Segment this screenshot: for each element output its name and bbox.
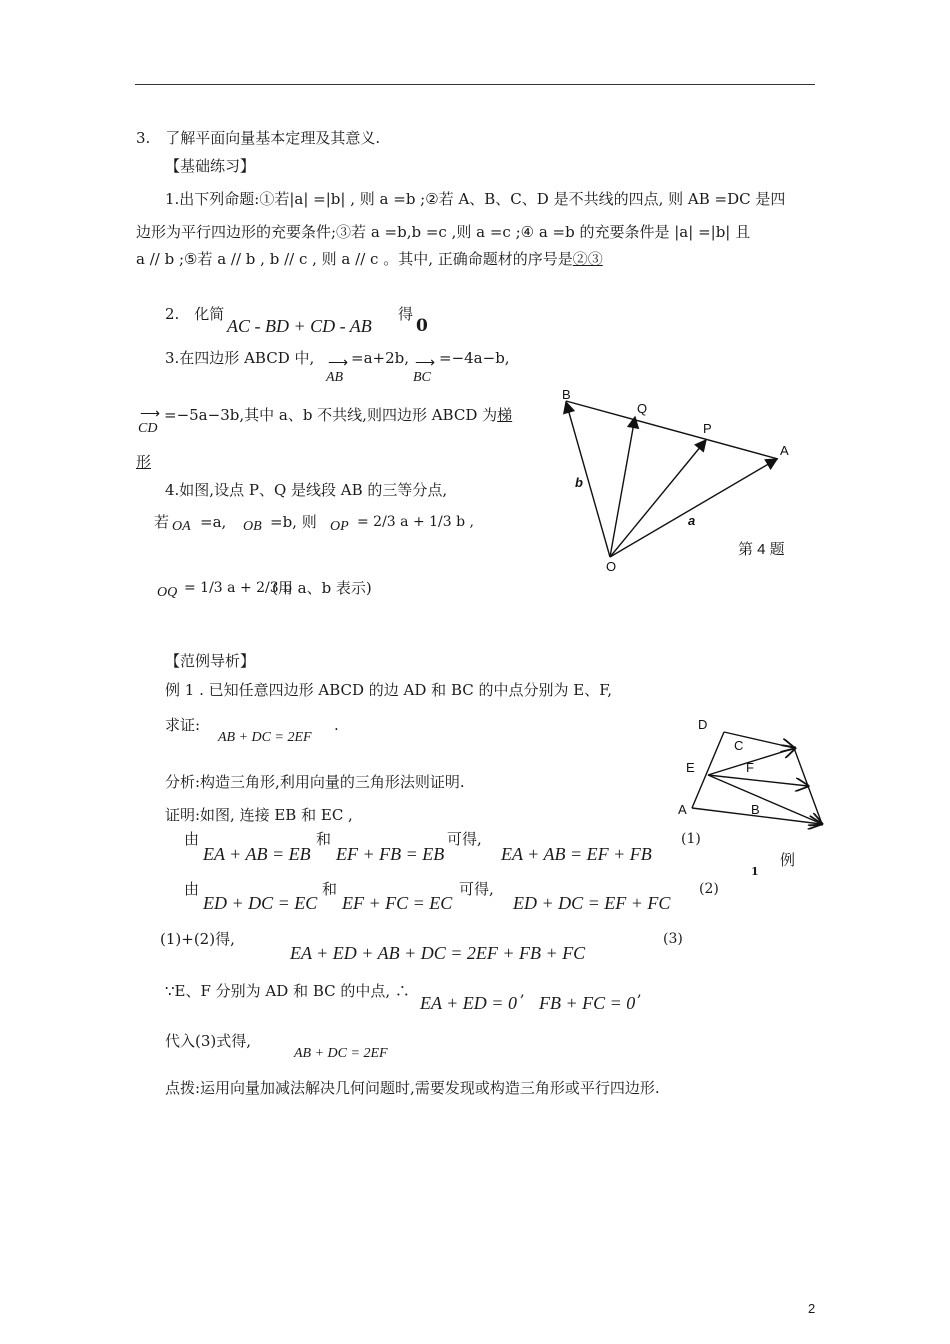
q1-line2: 边形为平行四边形的充要条件;③若 a =b,b =c ,则 a =c ;④ a =b 的充要条件是 |a| =|b| 且: [136, 223, 751, 241]
comma-2: ,: [637, 982, 642, 1000]
q4-oa: OA: [172, 519, 191, 534]
label-a-point: A: [780, 443, 789, 458]
ex1-prove-expression: AB + DC = 2EF: [218, 730, 312, 745]
ex1-sum-label: (1)+(2)得,: [160, 930, 235, 948]
ex1-statement: 例 1 . 已知任意四边形 ABCD 的边 AD 和 BC 的中点分别为 E、F,: [165, 681, 613, 699]
q3-answer-part2: 形: [136, 453, 152, 471]
q1-answer: ②③: [572, 250, 603, 268]
section-basic-heading: 【基础练习】: [165, 157, 256, 175]
ex1-kede1: 可得,: [447, 830, 482, 848]
page-number: 2: [808, 1301, 816, 1316]
q2-de: 得: [398, 305, 414, 323]
ex1-eq7: EA + ED + AB + DC = 2EF + FB + FC: [290, 943, 586, 963]
ex1-eq5: EF + FC = EC: [342, 893, 453, 913]
ex1-eq8: EA + ED = 0: [420, 993, 517, 1013]
figure-example-caption: 例: [780, 851, 796, 869]
q4-op: OP: [330, 519, 349, 534]
ex1-eq6: ED + DC = EF + FC: [513, 893, 671, 913]
label-b-vector: b: [575, 475, 583, 490]
label-b: B: [751, 802, 760, 817]
q4-ob: OB: [243, 519, 262, 534]
label-o-point: O: [606, 559, 617, 574]
vector-op: [610, 440, 706, 557]
label-a: A: [678, 802, 687, 817]
ex1-eq10: AB + DC = 2EF: [294, 1046, 388, 1061]
ex1-eq3: EA + AB = EF + FB: [501, 844, 652, 864]
q1-line3-text: a // b ;⑤若 a // b , b // c , 则 a // c 。其中, 正确命题材的序号是: [136, 250, 573, 268]
q4-oq-expression: = 1/3 a + 2/3 b: [184, 580, 293, 596]
ex1-substitute: 代入(3)式得,: [165, 1032, 252, 1050]
q2-label: 2. 化简: [165, 305, 225, 323]
vector-ef: [708, 775, 808, 786]
ex1-analysis: 分析:构造三角形,利用向量的三角形法则证明.: [165, 773, 465, 791]
q4-note: (用 a、b 表示): [272, 579, 372, 597]
figure-q4-caption: 第 4 题: [738, 541, 785, 558]
q4-op-expression: = 2/3 a + 1/3 b ,: [357, 514, 474, 530]
item-3: 3. 了解平面向量基本定理及其意义.: [136, 129, 381, 147]
ex1-you2: 由: [184, 880, 200, 898]
ex1-since: ∵E、F 分别为 AD 和 BC 的中点, ∴: [165, 982, 410, 1000]
q3-ab-value: =a+2b,: [351, 349, 409, 367]
q3-line2: =−5a−3b,其中 a、b 不共线,则四边形 ABCD 为梯: [164, 406, 513, 424]
label-q-point: Q: [637, 401, 648, 416]
ex1-he2: 和: [322, 880, 338, 898]
header-rule: [135, 84, 815, 85]
q3-bc-value: =−4a−b,: [439, 349, 510, 367]
ex1-eq2: EF + FB = EB: [336, 844, 445, 864]
q4-oq: OQ: [157, 585, 178, 600]
label-f: F: [746, 760, 754, 775]
q4-eq-a: =a,: [200, 513, 227, 531]
ex1-eq1: EA + AB = EB: [203, 844, 311, 864]
vector-ob: [566, 402, 610, 557]
section-example-heading: 【范例导析】: [165, 652, 256, 670]
comma-1: ,: [520, 982, 525, 1000]
ex1-tip: 点拨:运用向量加减法解决几何问题时,需要发现或构造三角形或平行四边形.: [165, 1079, 660, 1097]
q2-answer: 0: [416, 316, 428, 336]
label-a-vector: a: [688, 513, 696, 528]
q3-cd-vector: ⟶ CD: [138, 407, 161, 436]
ex1-you1: 由: [184, 830, 200, 848]
q3-bc-vector: ⟶ BC: [413, 356, 436, 385]
ex1-he1: 和: [316, 830, 332, 848]
figure-example-1: [672, 710, 832, 840]
ex1-num2: (2): [699, 881, 719, 897]
q2-expression: AC - BD + CD - AB: [227, 316, 372, 336]
q4-line1: 4.如图,设点 P、Q 是线段 AB 的三等分点,: [165, 481, 448, 499]
ex1-eq9: FB + FC = 0: [539, 993, 636, 1013]
segment-ab: [566, 401, 778, 459]
q4-eq-b: =b, 则: [270, 513, 317, 531]
side-ad: [692, 732, 724, 808]
ex1-kede2: 可得,: [459, 880, 494, 898]
label-d: D: [698, 717, 708, 732]
vector-oq: [610, 417, 635, 557]
ex1-num3: (3): [663, 931, 683, 947]
label-p-point: P: [703, 421, 712, 436]
label-c: C: [734, 738, 744, 753]
ex1-prove-end: .: [334, 716, 339, 734]
ex1-prove-label: 求证:: [165, 716, 201, 734]
ex1-eq4: ED + DC = EC: [203, 893, 318, 913]
q1-line3: [136, 249, 603, 269]
ex1-proof-intro: 证明:如图, 连接 EB 和 EC ,: [165, 806, 353, 824]
q1-line1: 1.出下列命题:①若|a| =|b| , 则 a =b ;②若 A、B、C、D 是不共线的四点, 则 AB =DC 是四: [165, 190, 786, 208]
ex1-num1: (1): [681, 831, 701, 847]
q3-ab-vector: ⟶ AB: [326, 356, 349, 385]
label-b-point: B: [562, 387, 571, 402]
figure-example-caption-number: 1: [751, 865, 759, 878]
q3-answer-part1: 梯: [497, 406, 513, 424]
label-e: E: [686, 760, 695, 775]
q4-ruo: 若: [154, 513, 170, 531]
q3-line1: 3.在四边形 ABCD 中,: [165, 349, 315, 367]
